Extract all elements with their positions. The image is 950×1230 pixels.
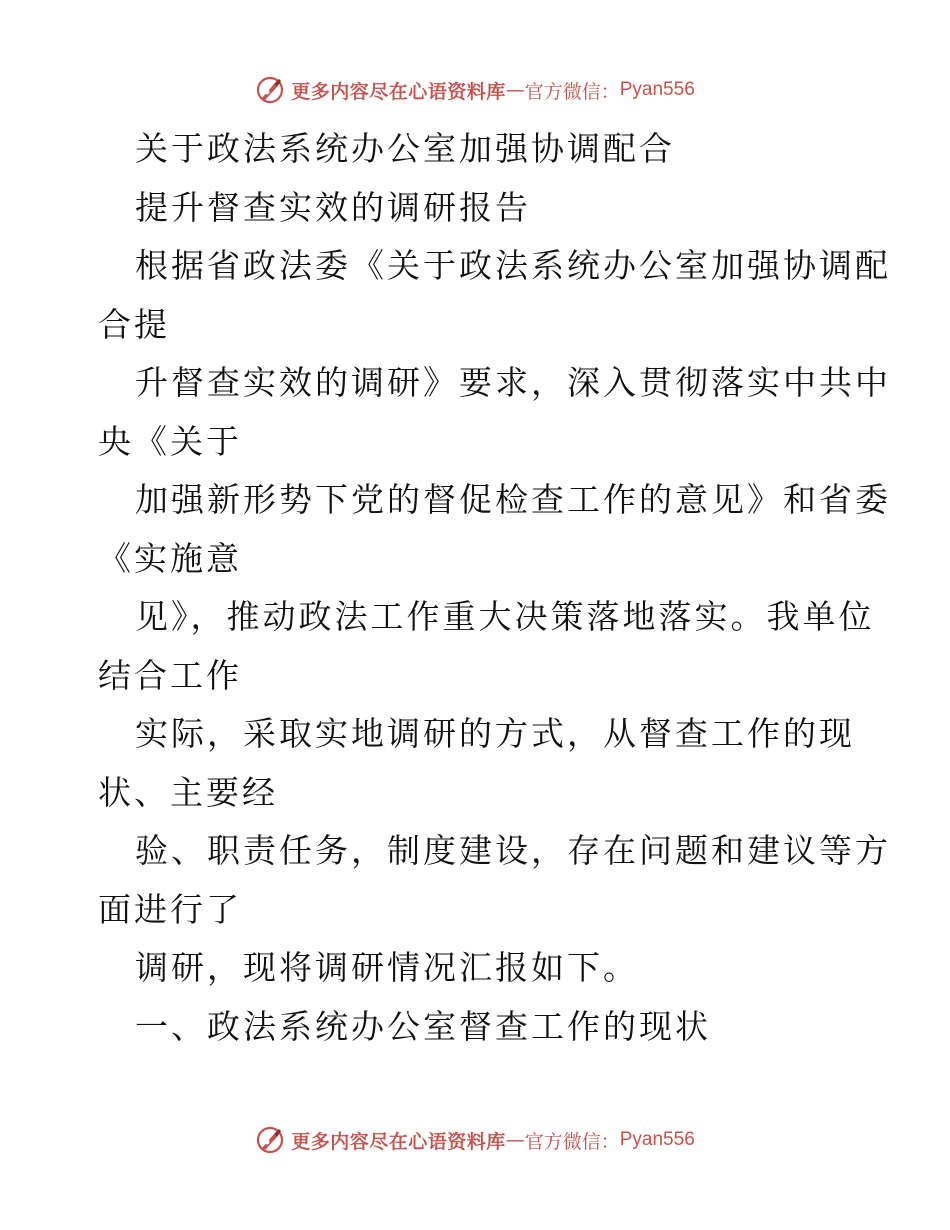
body-line: 升督查实效的调研》要求，深入贯彻落实中共中: [135, 363, 891, 402]
body-line: 加强新形势下党的督促检查工作的意见》和省委: [135, 480, 891, 519]
body-line: 状、主要经: [98, 772, 278, 812]
body-line: 合提: [98, 304, 170, 344]
title-line-1: 关于政法系统办公室加强协调配合: [135, 129, 675, 168]
body-line: 根据省政法委《关于政法系统办公室加强协调配: [135, 246, 891, 285]
wechat-label: 官方微信：: [524, 80, 620, 103]
wechat-id: Pyan556: [619, 1129, 695, 1150]
library-text: 更多内容尽在心语资料库: [291, 80, 506, 103]
pen-logo-icon: [255, 1125, 285, 1155]
body-line: 验、职责任务，制度建设，存在问题和建议等方: [135, 831, 891, 870]
pen-logo-icon: [255, 75, 285, 105]
body-line: 调研，现将调研情况汇报如下。: [135, 948, 639, 987]
body-line: 面进行了: [98, 889, 242, 929]
body-line: 央《关于: [98, 421, 242, 461]
header-banner: [0, 70, 950, 110]
body-line: 实际，采取实地调研的方式，从督查工作的现: [135, 714, 855, 753]
wechat-id: Pyan556: [619, 79, 695, 100]
separator: —: [505, 1129, 525, 1151]
body-line: 结合工作: [98, 655, 242, 695]
wechat-label: 官方微信：: [524, 1130, 620, 1153]
library-text: 更多内容尽在心语资料库: [291, 1130, 506, 1153]
body-line: 见》，推动政法工作重大决策落地落实。我单位: [135, 597, 875, 636]
document-body: [98, 120, 891, 1056]
section-heading: 一、政法系统办公室督查工作的现状: [135, 1006, 711, 1046]
footer-banner: [0, 1120, 950, 1160]
separator: —: [505, 79, 525, 101]
title-line-2: 提升督查实效的调研报告: [135, 187, 531, 227]
body-line: 《实施意: [98, 538, 242, 578]
